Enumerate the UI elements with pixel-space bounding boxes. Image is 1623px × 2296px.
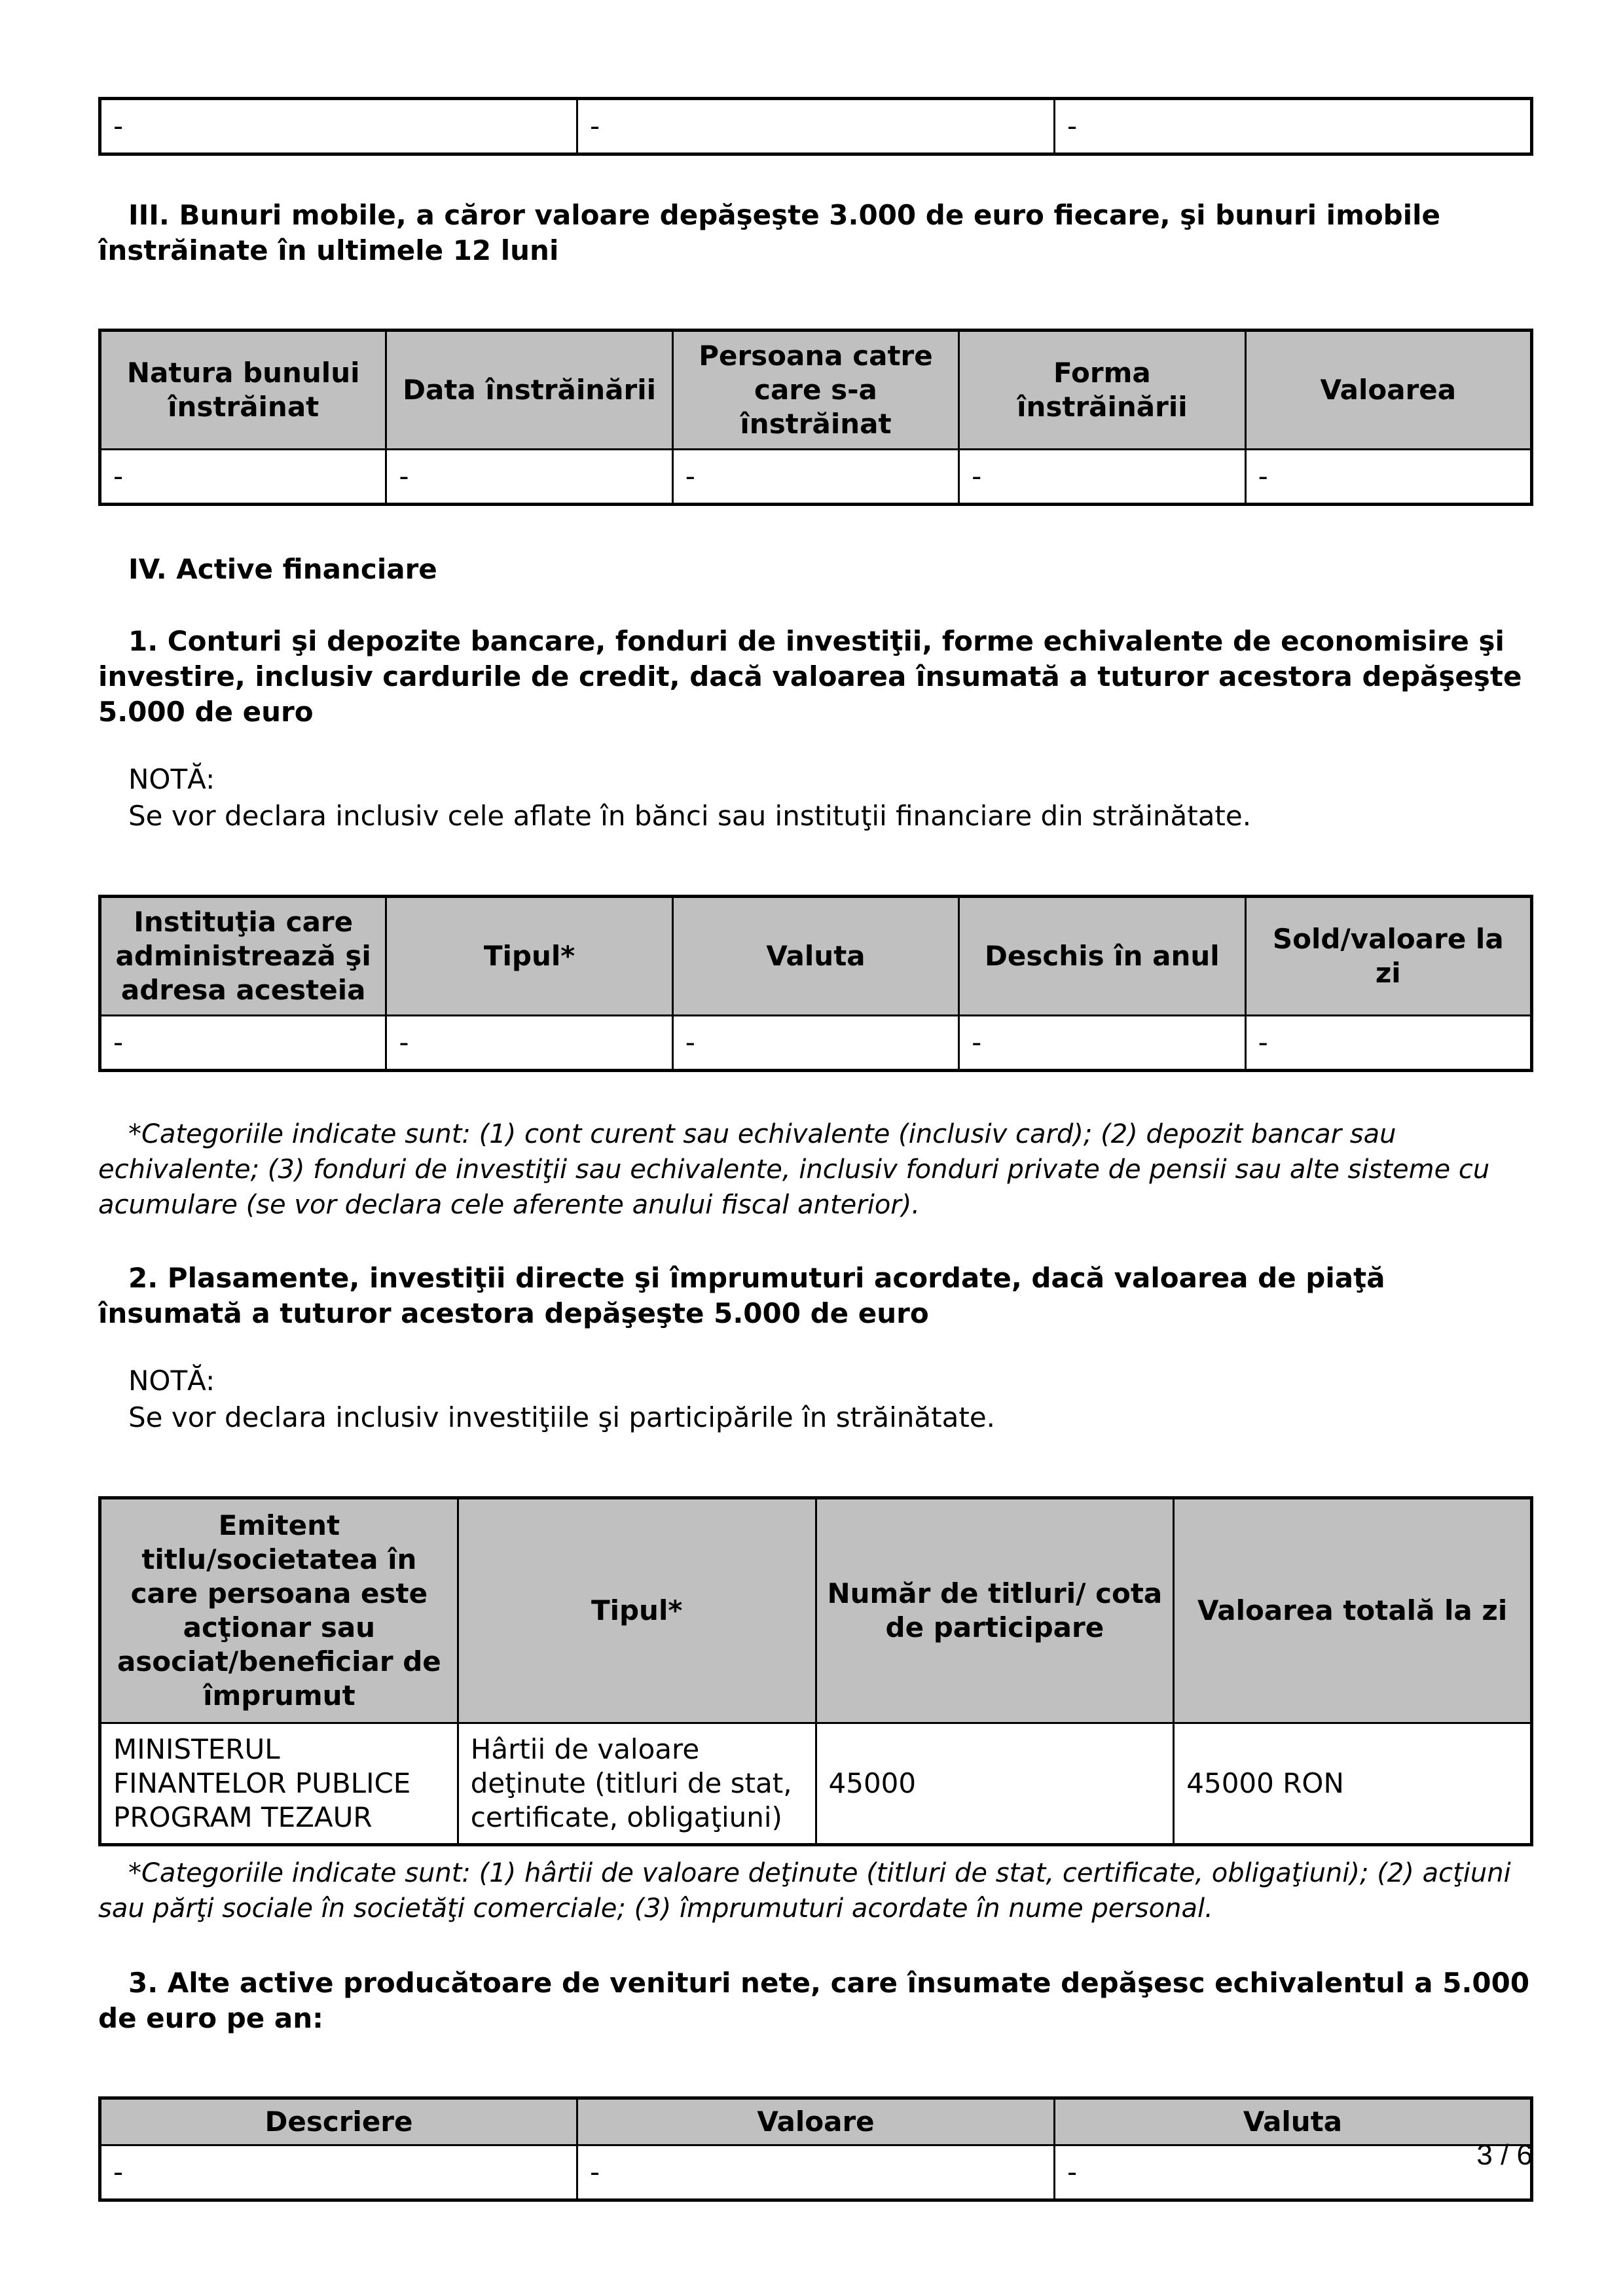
table-header: Emitent titlu/societatea în care persoana este acţionar sau asociat/beneficiar de împrumut xyxy=(100,1498,458,1723)
table-cell: 45000 RON xyxy=(1174,1723,1532,1845)
note-text: Se vor declara inclusiv investiţiile şi participările în străinătate. xyxy=(128,1401,996,1433)
table-row xyxy=(100,1723,1532,1845)
other-assets-table xyxy=(98,2096,1533,2202)
table-cell: - xyxy=(100,99,577,154)
section-3-heading: III. Bunuri mobile, a căror valoare depăşeşte 3.000 de euro fiecare, şi bunuri imobile înstrăinate în ultimele 12 luni xyxy=(98,199,1441,266)
footnote: *Categoriile indicate sunt: (1) hârtii de valoare deţinute (titluri de stat, certificate, obligaţiuni); (2) acţiuni sau părţi sociale în societăţi comerciale; (3) împrumuturi acordate în nume personal. xyxy=(98,1858,1511,1924)
table-cell: 45000 xyxy=(816,1723,1174,1845)
note-text: Se vor declara inclusiv cele aflate în bănci sau instituţii financiare din străinătate. xyxy=(128,800,1252,832)
table-cell: - xyxy=(1055,99,1532,154)
table-cell: - xyxy=(1245,450,1531,505)
table-cell: - xyxy=(1245,1016,1531,1071)
table-cell: - xyxy=(672,450,958,505)
section-4-heading: IV. Active financiare xyxy=(128,553,437,585)
table-header: Natura bunului înstrăinat xyxy=(100,331,386,450)
table-header: Valuta xyxy=(1055,2098,1532,2145)
table-header: Tipul* xyxy=(386,897,672,1016)
table-header-row xyxy=(100,331,1532,450)
document-page xyxy=(98,97,1533,2202)
table-header: Data înstrăinării xyxy=(386,331,672,450)
table-header: Valoarea xyxy=(1245,331,1531,450)
subsection-3-heading: 3. Alte active producătoare de venituri nete, care însumate depăşesc echivalentul a 5.000 de euro pe an: xyxy=(98,1967,1530,2034)
table-cell: Hârtii de valoare deţinute (titluri de stat, certificate, obligaţiuni) xyxy=(458,1723,816,1845)
note-label: NOTĂ: xyxy=(128,763,215,795)
table-header: Tipul* xyxy=(458,1498,816,1723)
table-header-row xyxy=(100,2098,1532,2145)
table-header: Forma înstrăinării xyxy=(959,331,1245,450)
table-header-row xyxy=(100,897,1532,1016)
table-header: Sold/valoare la zi xyxy=(1245,897,1531,1016)
page-number: 3 / 6 xyxy=(1476,2139,1533,2171)
table-header: Instituţia care administrează şi adresa acesteia xyxy=(100,897,386,1016)
table-header: Descriere xyxy=(100,2098,577,2145)
table-cell: - xyxy=(100,450,386,505)
table-header-row xyxy=(100,1498,1532,1723)
table-cell: - xyxy=(386,1016,672,1071)
footnote: *Categoriile indicate sunt: (1) cont curent sau echivalente (inclusiv card); (2) depozit bancar sau echivalente; (3) fonduri de investiţii sau echivalente, inclusiv fonduri private de pensii sau alte sisteme cu acumulare (se vor declara cele aferente anului fiscal anterior). xyxy=(98,1119,1490,1220)
table-header: Număr de titluri/ cota de participare xyxy=(816,1498,1174,1723)
subsection-2-heading: 2. Plasamente, investiţii directe şi împrumuturi acordate, dacă valoarea de piaţă însumată a tuturor acestora depăşeşte 5.000 de euro xyxy=(98,1262,1385,1329)
continuation-table xyxy=(98,97,1533,156)
table-cell: - xyxy=(672,1016,958,1071)
subsection-1-heading: 1. Conturi şi depozite bancare, fonduri de investiţii, forme echivalente de economisire şi investire, inclusiv cardurile de credit, dacă valoarea însumată a tuturor acestora depăşeşte 5.000 de euro xyxy=(98,625,1522,728)
table-header: Valoarea totală la zi xyxy=(1174,1498,1532,1723)
table-cell: - xyxy=(100,1016,386,1071)
table-cell: - xyxy=(959,1016,1245,1071)
table-cell: MINISTERUL FINANTELOR PUBLICE PROGRAM TEZAUR xyxy=(100,1723,458,1845)
table-row xyxy=(100,1016,1532,1071)
table-row xyxy=(100,450,1532,505)
table-cell: - xyxy=(577,2145,1055,2200)
alienated-assets-table xyxy=(98,329,1533,506)
table-cell: - xyxy=(386,450,672,505)
table-header: Deschis în anul xyxy=(959,897,1245,1016)
table-row xyxy=(100,99,1532,154)
table-cell: - xyxy=(100,2145,577,2200)
table-header: Valoare xyxy=(577,2098,1055,2145)
bank-accounts-table xyxy=(98,895,1533,1072)
investments-table xyxy=(98,1496,1533,1846)
note-label: NOTĂ: xyxy=(128,1365,215,1397)
table-row xyxy=(100,2145,1532,2200)
table-cell: - xyxy=(1055,2145,1532,2200)
table-header: Valuta xyxy=(672,897,958,1016)
table-cell: - xyxy=(577,99,1055,154)
table-header: Persoana catre care s-a înstrăinat xyxy=(672,331,958,450)
table-cell: - xyxy=(959,450,1245,505)
